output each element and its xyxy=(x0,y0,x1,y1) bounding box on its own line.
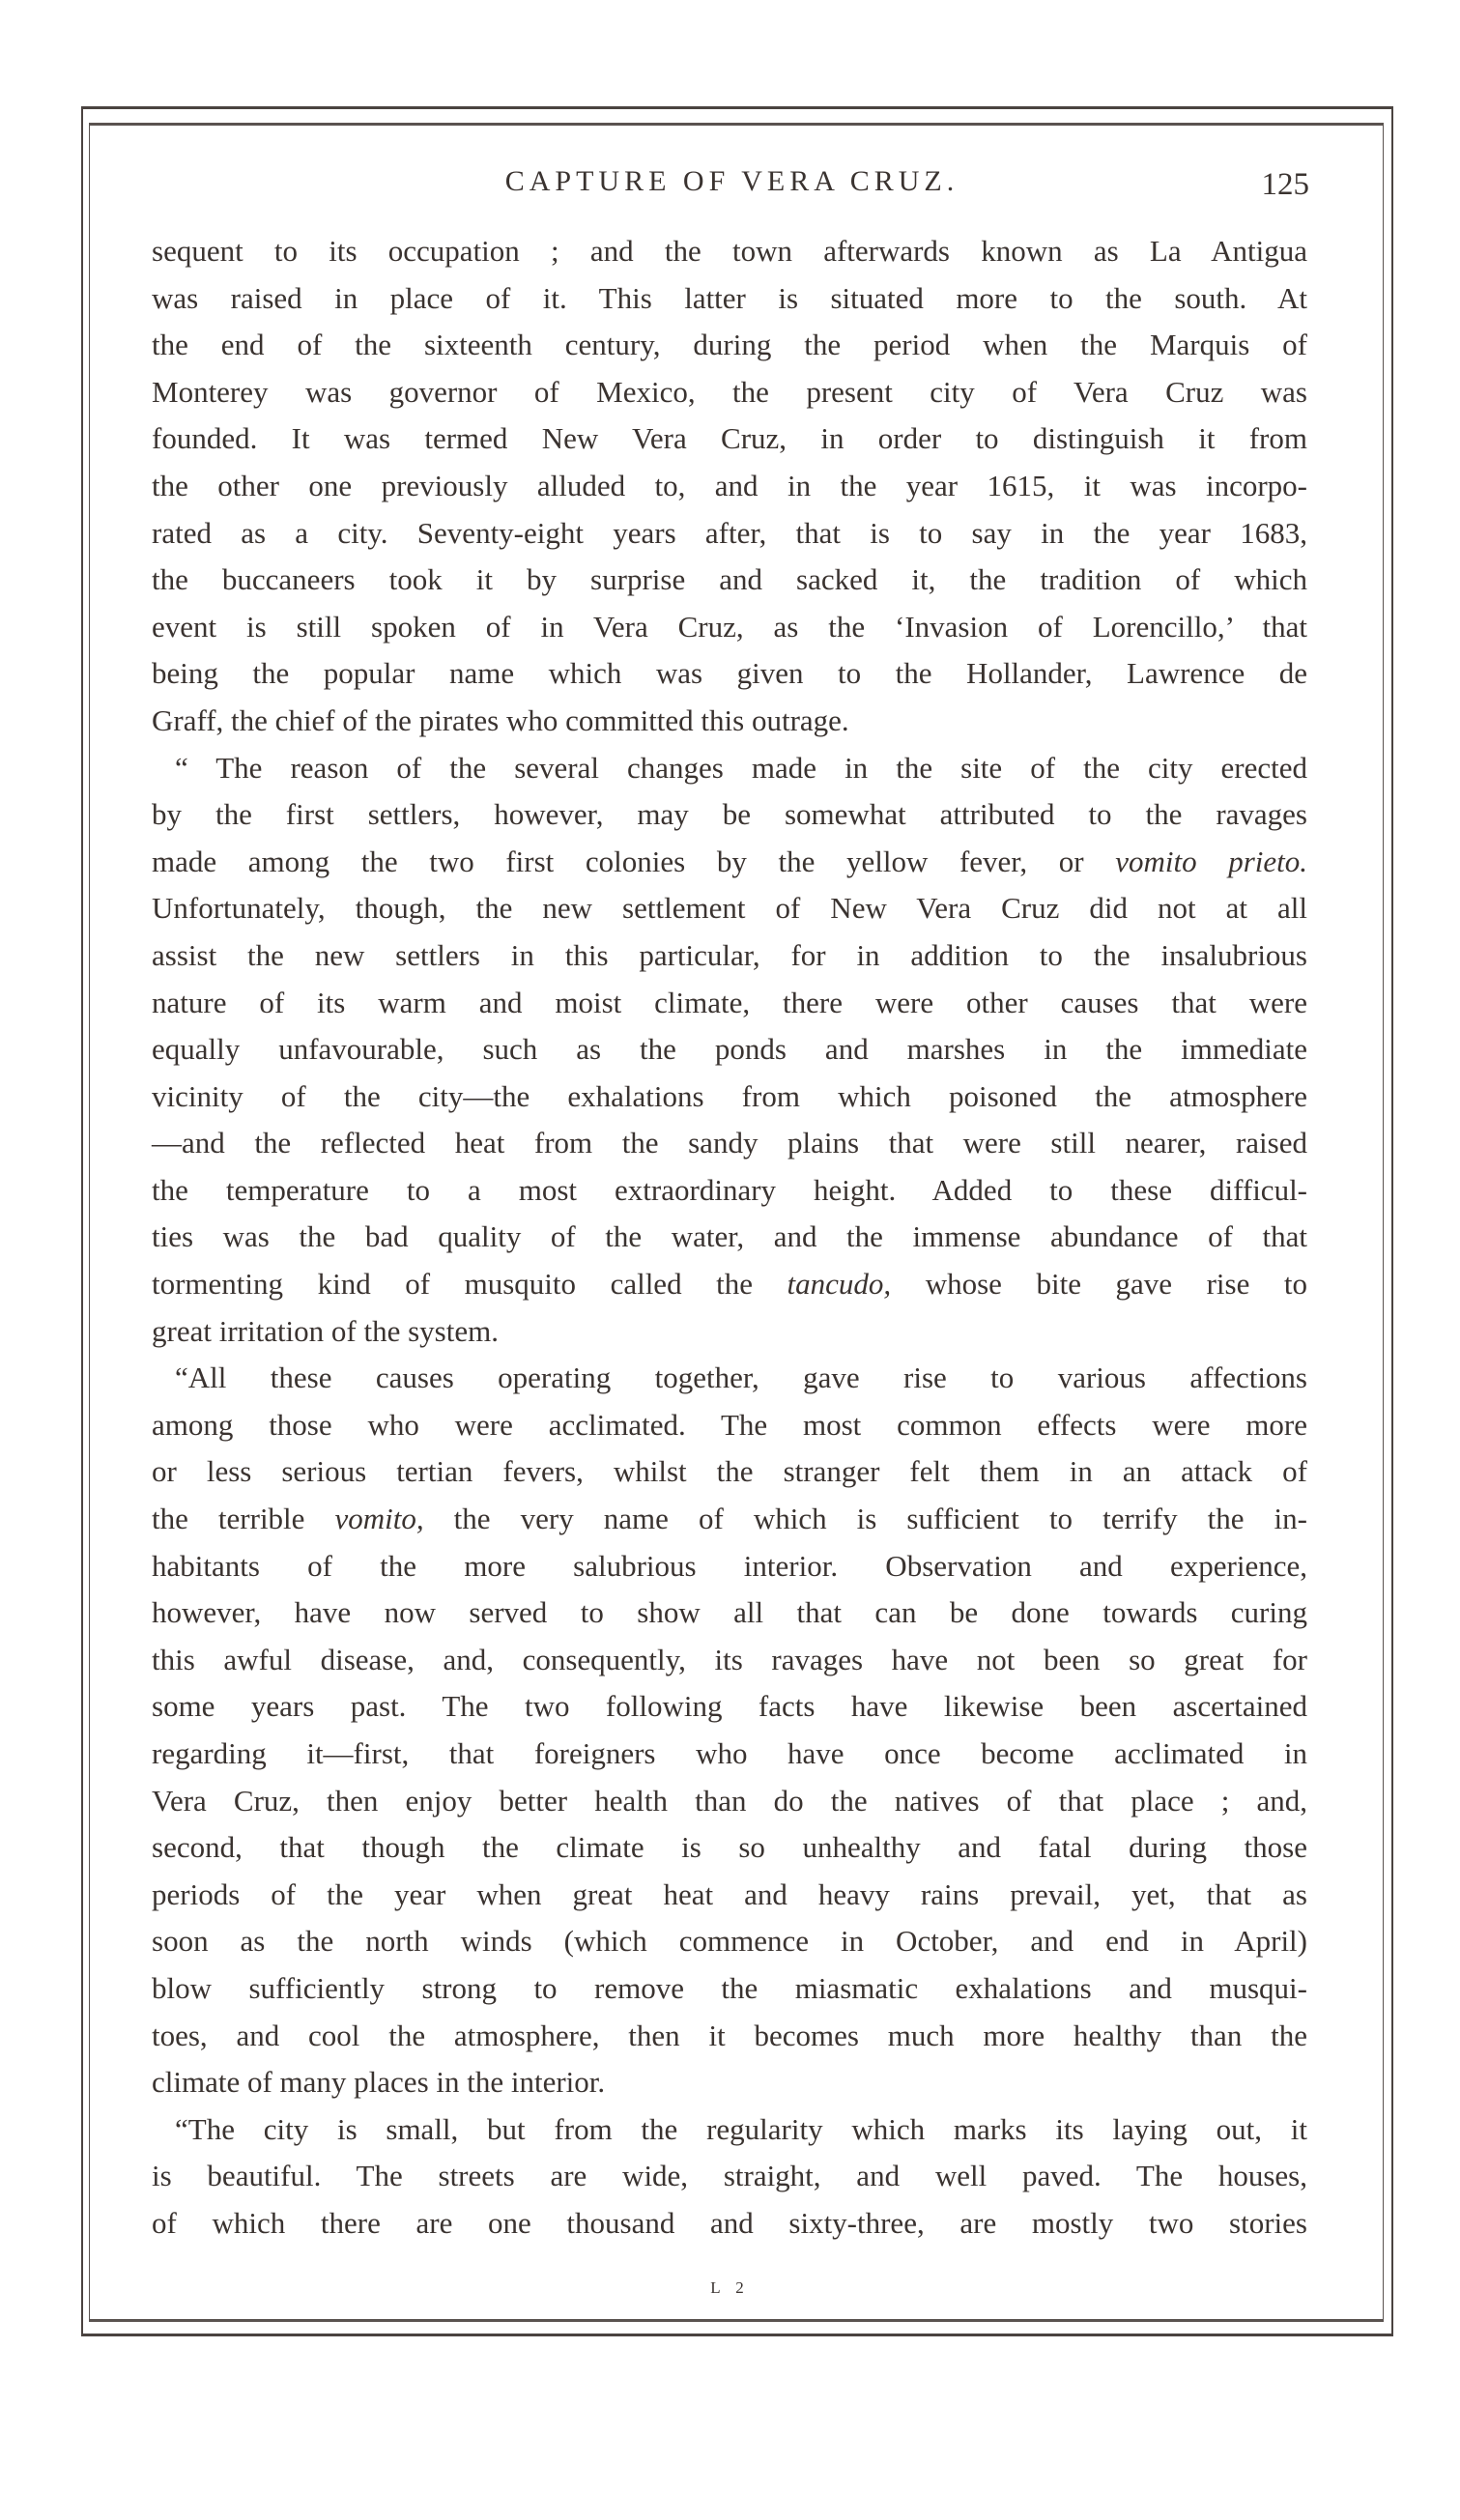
line-text: regarding it—first, that foreigners who have once become acclimated in xyxy=(152,1736,1307,1770)
page-number: 125 xyxy=(1261,167,1309,202)
text-line xyxy=(152,1683,1307,1731)
text-line xyxy=(152,1402,1307,1449)
text-line xyxy=(152,1589,1307,1637)
text-line xyxy=(152,2106,1307,2154)
line-text: ties was the bad quality of the water, and the immense abundance of that xyxy=(152,1219,1307,1254)
text-line xyxy=(152,1778,1307,1825)
text-line xyxy=(152,698,1307,745)
line-text: or less serious tertian fevers, whilst the stranger felt them in an attack of xyxy=(152,1454,1307,1489)
line-text: —and the reflected heat from the sandy plains that were still nearer, raised xyxy=(152,1126,1307,1160)
text-line xyxy=(152,980,1307,1027)
line-text: Vera Cruz, then enjoy better health than do the natives of that place ; and, xyxy=(152,1783,1307,1818)
body-text xyxy=(152,228,1307,2248)
text-line xyxy=(152,1824,1307,1872)
line-text: tormenting kind of musquito called the xyxy=(152,1267,787,1302)
line-text: “The city is small, but from the regularity which marks its laying out, it xyxy=(175,2111,1307,2146)
line-text: is beautiful. The streets are wide, straight, and well paved. The houses, xyxy=(152,2159,1307,2193)
italic-text: vomito, xyxy=(334,1502,424,1536)
text-line xyxy=(152,1167,1307,1215)
text-line xyxy=(152,604,1307,651)
text-line xyxy=(152,1965,1307,2013)
italic-text: vomito prieto. xyxy=(1115,844,1307,878)
text-line xyxy=(152,2153,1307,2200)
line-text: founded. It was termed New Vera Cruz, in order to distinguish it from xyxy=(152,421,1307,456)
text-line xyxy=(152,322,1307,369)
running-title: CAPTURE OF VERA CRUZ. xyxy=(504,165,959,197)
line-text: equally unfavourable, such as the ponds and marshes in the immediate xyxy=(152,1032,1307,1067)
text-line xyxy=(152,1026,1307,1074)
text-line xyxy=(152,415,1307,463)
text-line xyxy=(152,650,1307,698)
line-text: blow sufficiently strong to remove the miasmatic exhalations and musqui- xyxy=(152,1970,1307,2005)
text-line xyxy=(152,1918,1307,1965)
line-text: assist the new settlers in this particular, for in addition to the insalubrious xyxy=(152,937,1307,972)
text-line xyxy=(152,745,1307,792)
text-line xyxy=(152,839,1307,886)
text-line xyxy=(152,1872,1307,1919)
text-line xyxy=(152,2200,1307,2248)
line-text: among those who were acclimated. The most common effects were more xyxy=(152,1407,1307,1442)
line-text: vicinity of the city—the exhalations from which poisoned the atmosphere xyxy=(152,1078,1307,1113)
running-header xyxy=(155,159,1309,208)
text-line xyxy=(152,2013,1307,2060)
text-line xyxy=(152,1496,1307,1543)
text-line xyxy=(152,1448,1307,1496)
line-text: rated as a city. Seventy-eight years after, that is to say in the year 1683, xyxy=(152,515,1307,550)
line-text: great irritation of the system. xyxy=(152,1313,499,1348)
text-line xyxy=(152,510,1307,558)
paragraph xyxy=(152,1355,1307,2106)
text-line xyxy=(152,885,1307,932)
line-text: soon as the north winds (which commence in October, and end in April) xyxy=(152,1924,1307,1959)
text-line xyxy=(152,1261,1307,1308)
text-line xyxy=(152,1120,1307,1167)
paragraph xyxy=(152,228,1307,745)
line-text: the temperature to a most extraordinary height. Added to these difficul- xyxy=(152,1172,1307,1207)
text-line xyxy=(152,1637,1307,1684)
text-line xyxy=(152,1308,1307,1356)
line-text: sequent to its occupation ; and the town afterwards known as La Antigua xyxy=(152,234,1307,268)
line-text: being the popular name which was given to the Hollander, Lawrence de xyxy=(152,656,1307,691)
line-text: was raised in place of it. This latter is situated more to the south. At xyxy=(152,280,1307,315)
line-text: Monterey was governor of Mexico, the present city of Vera Cruz was xyxy=(152,374,1307,409)
line-text: the very name of which is sufficient to terrify the in- xyxy=(423,1502,1307,1536)
line-text: however, have now served to show all that can be done towards curing xyxy=(152,1595,1307,1630)
text-line xyxy=(152,369,1307,416)
paragraph xyxy=(152,745,1307,1356)
text-line xyxy=(152,1355,1307,1402)
line-text: “All these causes operating together, gave rise to various affections xyxy=(175,1360,1307,1395)
line-text: the end of the sixteenth century, during the period when the Marquis of xyxy=(152,328,1307,362)
text-line xyxy=(152,275,1307,323)
line-text: periods of the year when great heat and heavy rains prevail, yet, that as xyxy=(152,1876,1307,1911)
line-text: this awful disease, and, consequently, its ravages have not been so great for xyxy=(152,1642,1307,1676)
text-line xyxy=(152,791,1307,839)
line-text: by the first settlers, however, may be somewhat attributed to the ravages xyxy=(152,797,1307,832)
line-text: the buccaneers took it by surprise and sacked it, the tradition of which xyxy=(152,562,1307,597)
signature-mark: L 2 xyxy=(710,2278,750,2297)
line-text: toes, and cool the atmosphere, then it becomes much more healthy than the xyxy=(152,2018,1307,2052)
text-line xyxy=(152,228,1307,275)
italic-text: tancudo, xyxy=(787,1267,892,1302)
text-line xyxy=(152,1214,1307,1261)
line-text: second, that though the climate is so unhealthy and fatal during those xyxy=(152,1830,1307,1865)
line-text: of which there are one thousand and sixty-three, are mostly two stories xyxy=(152,2205,1307,2240)
line-text: Unfortunately, though, the new settlement of New Vera Cruz did not at all xyxy=(152,891,1307,926)
text-line xyxy=(152,2059,1307,2106)
line-text: “ The reason of the several changes made in the site of the city erected xyxy=(175,750,1307,785)
paragraph xyxy=(152,2106,1307,2248)
text-line xyxy=(152,463,1307,510)
line-text: the other one previously alluded to, and in the year 1615, it was incorpo- xyxy=(152,468,1307,502)
line-text: the terrible xyxy=(152,1502,335,1536)
line-text: made among the two first colonies by the yellow fever, or xyxy=(152,844,1116,878)
text-line xyxy=(152,1731,1307,1778)
line-text: event is still spoken of in Vera Cruz, as the ‘Invasion of Lorencillo,’ that xyxy=(152,609,1307,644)
text-line xyxy=(152,932,1307,980)
line-text: some years past. The two following facts have likewise been ascertained xyxy=(152,1689,1307,1724)
text-line xyxy=(152,557,1307,604)
line-text: nature of its warm and moist climate, there were other causes that were xyxy=(152,985,1307,1019)
line-text: habitants of the more salubrious interior. Observation and experience, xyxy=(152,1548,1307,1583)
line-text: climate of many places in the interior. xyxy=(152,2065,606,2100)
text-line xyxy=(152,1543,1307,1590)
line-text: whose bite gave rise to xyxy=(891,1267,1307,1302)
line-text: Graff, the chief of the pirates who committed this outrage. xyxy=(152,702,849,737)
text-line xyxy=(152,1074,1307,1121)
